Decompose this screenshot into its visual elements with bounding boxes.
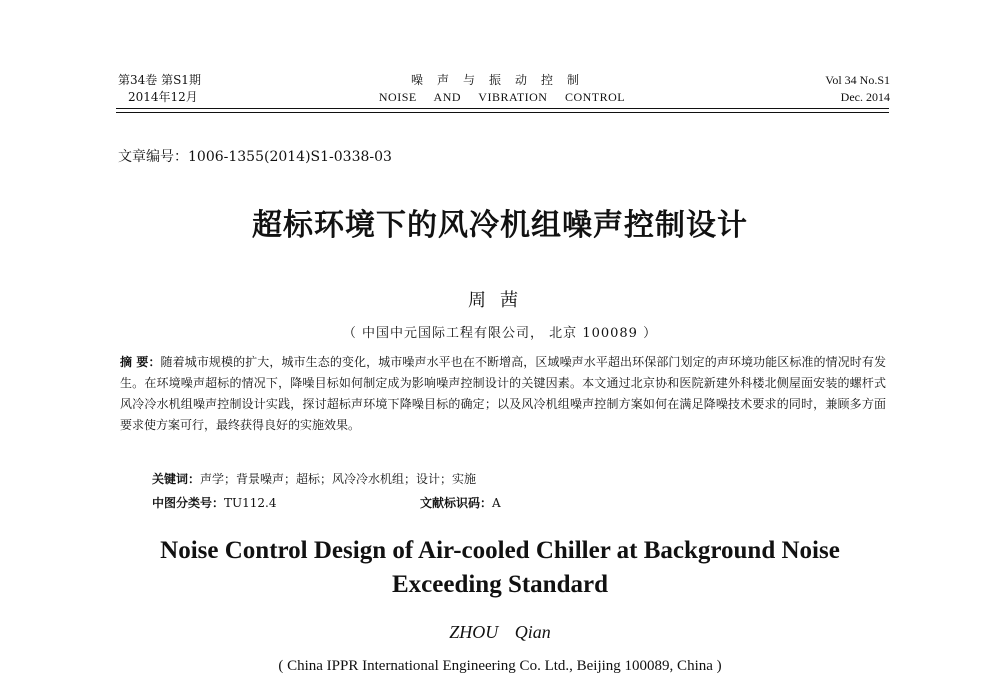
journal-header bbox=[0, 66, 1000, 110]
header-center bbox=[346, 72, 658, 106]
title-cn: 超标环境下的风冷机组噪声控制设计 bbox=[252, 208, 748, 243]
abstract bbox=[120, 352, 886, 436]
document-code-label: 文献标识码： bbox=[420, 496, 493, 510]
classification-label: 中图分类号： bbox=[152, 496, 225, 510]
date-cn: 2014年12月 bbox=[128, 90, 198, 104]
header-rule-bottom bbox=[116, 112, 889, 113]
journal-name-en: NOISE AND VIBRATION CONTROL bbox=[378, 90, 626, 104]
volume-en: Vol 34 No.S1 bbox=[825, 73, 890, 87]
header-left bbox=[118, 72, 201, 106]
affiliation-cn: （ 中国中元国际工程有限公司， 北京 100089 ） bbox=[342, 326, 658, 341]
document-code bbox=[420, 494, 501, 511]
volume-cn: 第34卷 第S1期 bbox=[118, 73, 201, 87]
classification-code: TU112.4 bbox=[224, 496, 277, 510]
abstract-text: 随着城市规模的扩大，城市生态的变化，城市噪声水平也在不断增高，区域噪声水平超出环保部门划定的声环境功能区标准的情况时有发生。在环境噪声超标的情况下，降噪目标如何制定成为影响噪声控制设计的关键因素。本文通过北京协和医院新建外科楼北侧屋面安装的螺杆式风冷冷水机组噪声控制设计实践，探讨超标声环境下降噪目标的确定；以及风冷机组噪声控制方案如何在满足降噪技术要求的同时，兼顾多方面要求使方案可行，最终获得良好的实施效果。 bbox=[120, 355, 886, 432]
author-en: ZHOU Qian bbox=[449, 622, 551, 642]
classification bbox=[152, 494, 277, 511]
article-number: 文章编号：1006-1355(2014)S1-0338-03 bbox=[118, 149, 392, 165]
title-en bbox=[0, 534, 1000, 602]
author-cn: 周茜 bbox=[468, 290, 532, 311]
keywords bbox=[152, 470, 476, 487]
affiliation-en: ( China IPPR International Engineering Co. Ltd., Beijing 100089, China ) bbox=[278, 658, 722, 674]
date-en: Dec. 2014 bbox=[840, 90, 890, 104]
header-rule-top bbox=[116, 108, 889, 109]
title-en-line1: Noise Control Design of Air-cooled Chiller at Background Noise bbox=[160, 537, 840, 564]
header-right bbox=[812, 72, 890, 106]
keywords-label: 关键词： bbox=[152, 472, 201, 486]
keywords-text: 声学；背景噪声；超标；风冷冷水机组；设计；实施 bbox=[200, 472, 477, 486]
document-code-value: A bbox=[492, 496, 501, 510]
abstract-label: 摘 要： bbox=[120, 355, 161, 369]
journal-name-cn: 噪声与振动控制 bbox=[410, 73, 593, 87]
title-en-line2: Exceeding Standard bbox=[391, 571, 608, 598]
